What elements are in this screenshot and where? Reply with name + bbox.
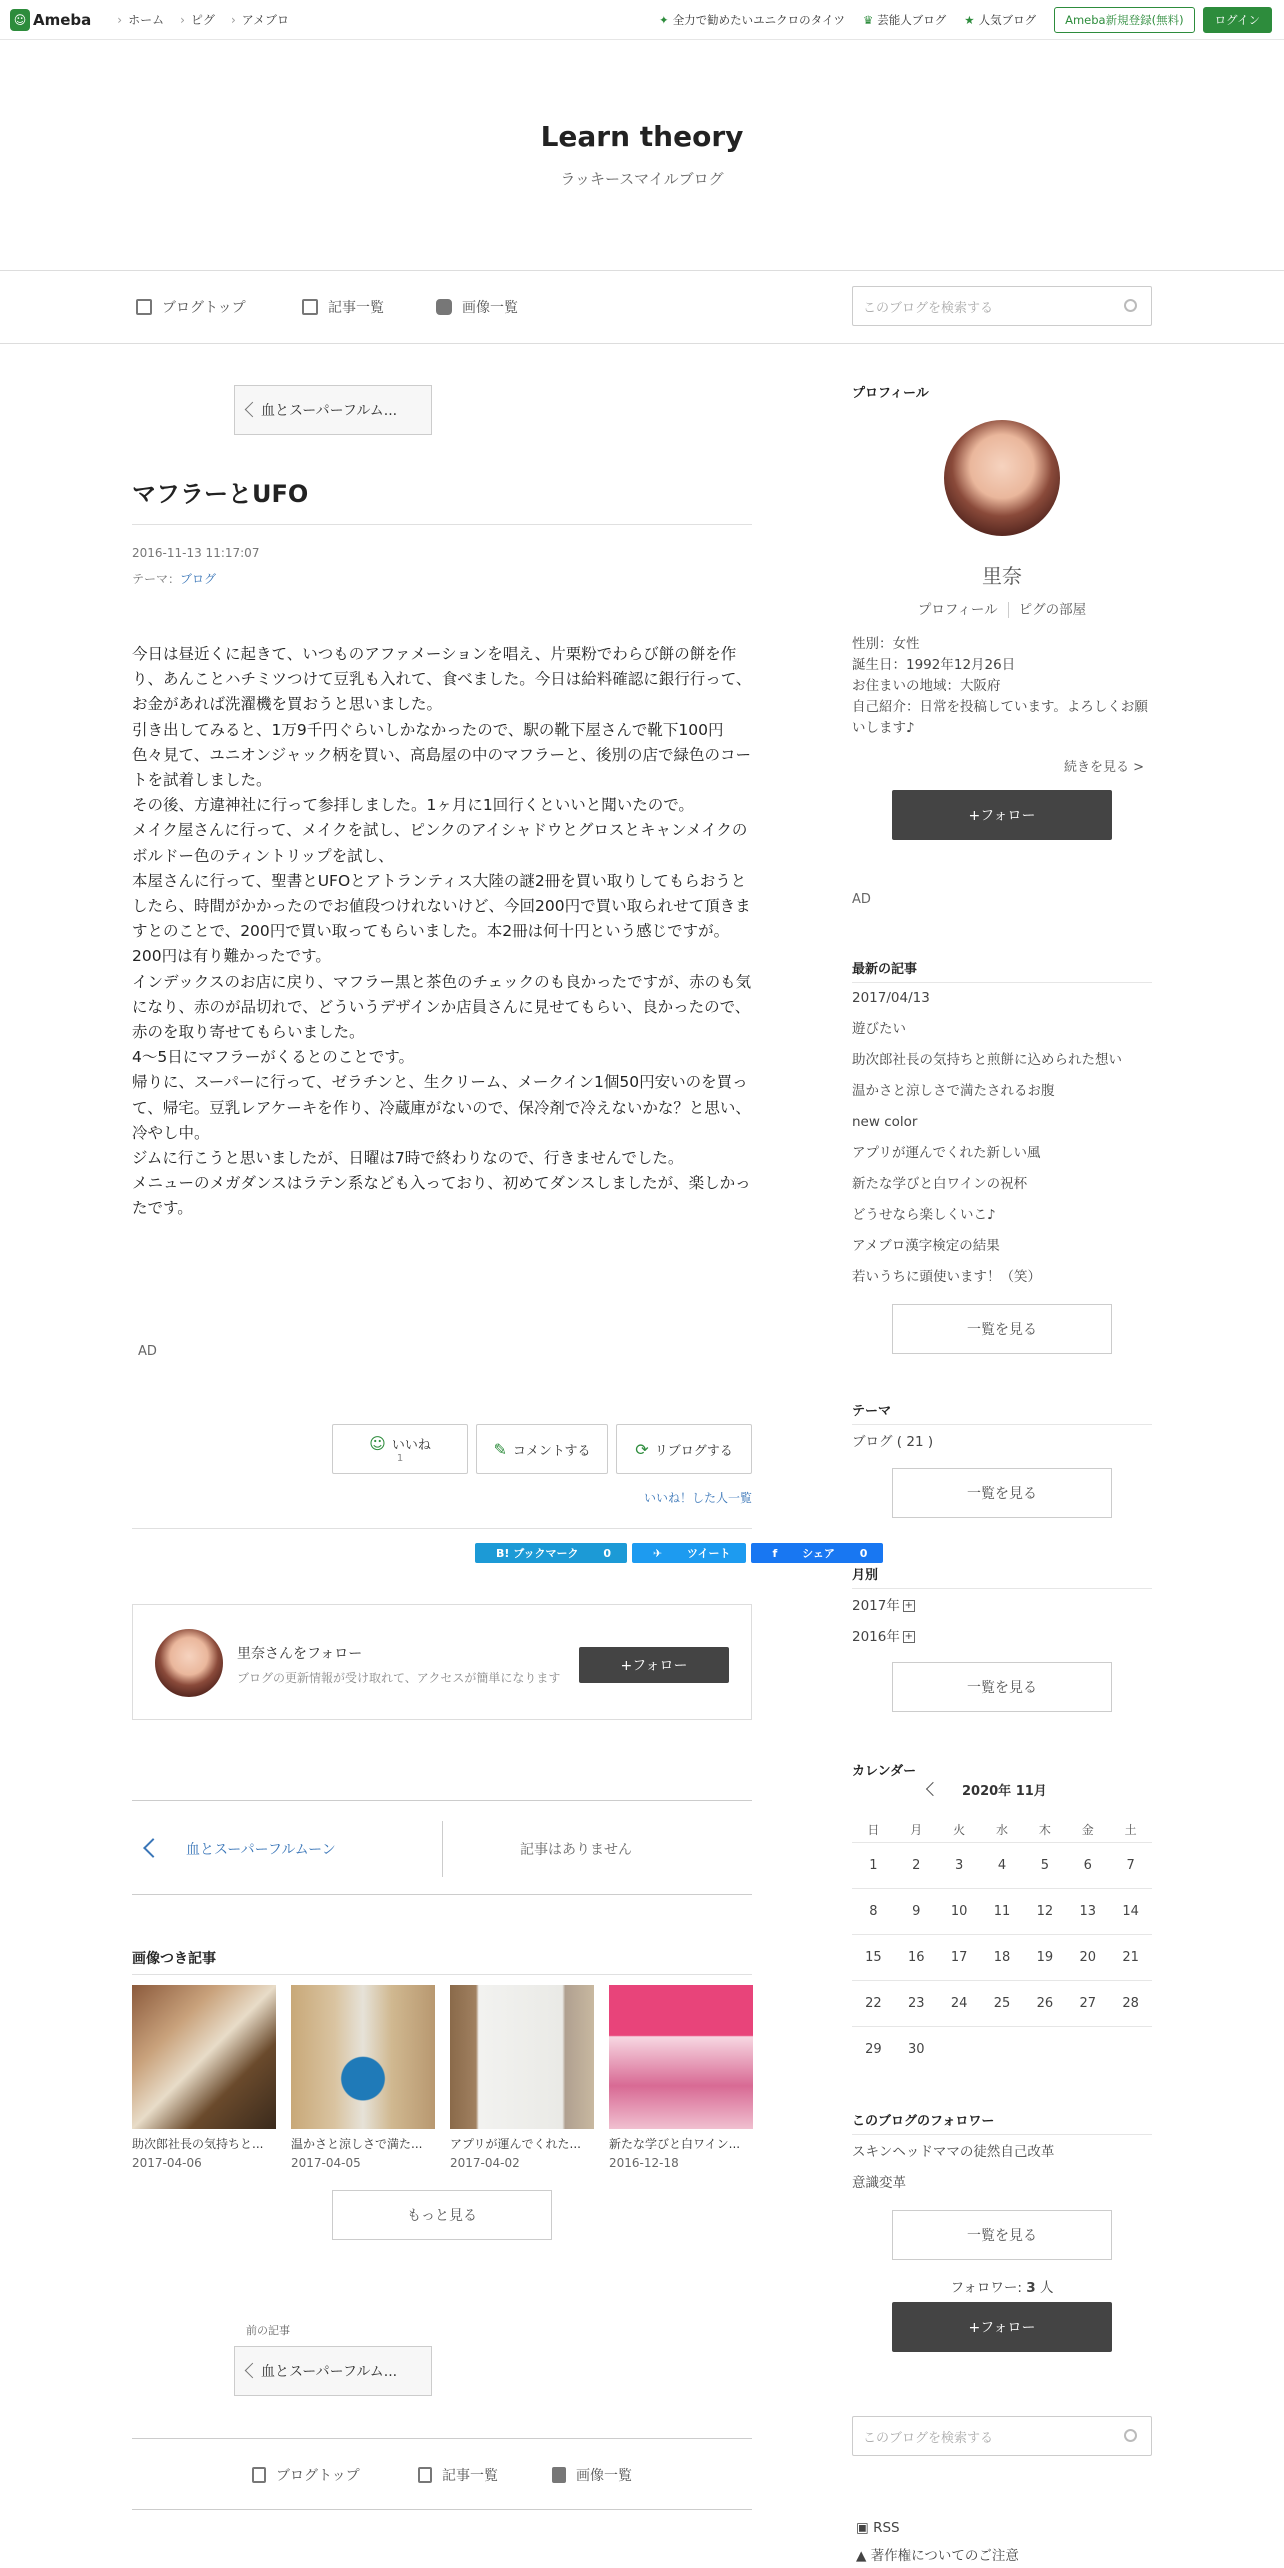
list-item[interactable]: アメブロ漢字検定の結果	[852, 1238, 1000, 1254]
ameba-logo-icon: ☺	[10, 9, 30, 31]
divider	[852, 1588, 1152, 1589]
paragraph: メニューのメガダンスはラテン系なども入っており、初めてダンスしましたが、楽しかったです。	[132, 1174, 751, 1218]
header-right	[659, 7, 1284, 33]
blog-title[interactable]: Learn theory	[540, 120, 744, 153]
calendar-week: 8 9 10 11 12 13 14	[852, 1889, 1152, 1935]
nav-article-list[interactable]: 記事一覧	[418, 2465, 498, 2485]
sparkle-icon: ✦	[659, 12, 669, 27]
divider	[442, 1821, 443, 1877]
divider	[852, 1424, 1152, 1425]
facebook-share-button[interactable]: f シェア 0	[751, 1543, 883, 1563]
list-item[interactable]: 2016年 +	[852, 1629, 914, 1645]
recent-heading: 最新の記事	[852, 962, 918, 977]
document-icon	[252, 2467, 266, 2483]
list-item[interactable]: 温かさと涼しさで満たされるお腹	[852, 1083, 1055, 1099]
search-icon[interactable]	[1124, 2429, 1137, 2442]
divider	[132, 524, 752, 525]
article-theme: テーマ：ブログ	[132, 572, 217, 586]
profile-name[interactable]: 里奈	[982, 564, 1022, 588]
month-list-button[interactable]: 一覧を見る	[892, 1662, 1112, 1712]
chevron-left-icon	[143, 1838, 163, 1858]
reblog-icon: ⟳	[635, 1439, 649, 1459]
recent-list-button[interactable]: 一覧を見る	[892, 1304, 1112, 1354]
thumbnail[interactable]	[450, 1985, 594, 2129]
nav-ameblo[interactable]: › アメブロ	[231, 11, 289, 28]
list-item[interactable]: new color	[852, 1114, 918, 1130]
thumbnail[interactable]	[132, 1985, 276, 2129]
more-images-button[interactable]: もっと見る	[332, 2190, 552, 2240]
global-nav	[101, 11, 289, 28]
theme-list	[852, 1428, 1152, 1459]
bird-icon: ✈	[652, 1547, 663, 1560]
expand-icon[interactable]: +	[904, 1600, 914, 1611]
profile-link[interactable]: プロフィール	[917, 602, 998, 618]
article-pager	[132, 1800, 752, 1895]
list-icon	[418, 2467, 432, 2483]
article-title: マフラーとUFO	[132, 480, 309, 508]
nav-blog-top[interactable]: ブログトップ	[252, 2465, 360, 2485]
search-icon[interactable]	[1124, 299, 1137, 312]
calendar-week: 15 16 17 18 19 20 21	[852, 1935, 1152, 1981]
nav-blog-top[interactable]: ブログトップ	[136, 297, 246, 317]
article-body	[132, 642, 752, 1222]
nav-image-list[interactable]: 画像一覧	[552, 2465, 632, 2485]
document-icon	[136, 299, 152, 315]
sidebar-search-input[interactable]: このブログを検索する	[852, 2416, 1152, 2456]
followers-list	[852, 2138, 1152, 2200]
likes-list-link[interactable]: いいね！した人一覧	[644, 1491, 753, 1505]
followers-heading: このブログのフォロワー	[852, 2114, 995, 2129]
rss-icon: ▣	[856, 2520, 869, 2536]
paragraph: 帰りに、スーパーに行って、ゼラチンと、生クリーム、メークイン1個50円安いのを買って、帰宅。豆乳レアケーキを作り、冷蔵庫がないので、保冷剤で冷えないかな？と思い、冷やし中。	[132, 1073, 751, 1142]
expand-icon[interactable]: +	[904, 1631, 914, 1642]
like-button[interactable]: ☺ いいね 1	[332, 1424, 468, 1474]
list-item[interactable]: ブログ ( 21 )	[852, 1434, 934, 1450]
image-articles-heading: 画像つき記事	[132, 1951, 216, 1967]
image-article[interactable]: アプリが運んでくれた... 2017-04-02	[450, 1985, 594, 2170]
divider	[852, 2134, 1152, 2135]
reblog-button[interactable]: ⟳ リブログする	[616, 1424, 752, 1474]
divider	[852, 982, 1152, 983]
follow-button[interactable]: +フォロー	[579, 1647, 729, 1683]
like-count: 1	[396, 1453, 404, 1464]
divider	[132, 1528, 752, 1529]
star-icon: ★	[964, 12, 975, 27]
rss-link[interactable]: ▣ RSS	[856, 2520, 900, 2536]
calendar-week: 29 30	[865, 2042, 925, 2057]
ameba-logo[interactable]: ☺ Ameba	[10, 9, 91, 31]
divider	[132, 1974, 752, 1975]
comment-button[interactable]: ✎ コメントする	[476, 1424, 608, 1474]
celebrity-blog-link[interactable]: ♛ 芸能人ブログ	[862, 12, 947, 27]
chevron-left-icon[interactable]	[926, 1782, 940, 1796]
profile-avatar[interactable]	[942, 418, 1062, 538]
calendar-heading: カレンダー	[852, 1764, 917, 1779]
follow-box	[132, 1604, 752, 1720]
promo-link[interactable]: ✦ 全力で勧めたいユニクロのタイツ	[659, 12, 845, 27]
calendar-title: 2020年 11月	[962, 1784, 1047, 1799]
follow-description: ブログの更新情報が受け取れて、アクセスが簡単になります	[237, 1671, 561, 1685]
month-list	[852, 1592, 1152, 1654]
paragraph: ジムに行こうと思いましたが、日曜は7時で終わりなので、行きませんでした。	[132, 1149, 684, 1168]
calendar-week: 1 2 3 4 5 6 7	[852, 1843, 1152, 1889]
sidebar-follow-button[interactable]: +フォロー	[892, 790, 1112, 840]
register-button[interactable]: Ameba新規登録(無料)	[1054, 7, 1194, 33]
warning-icon: ▲	[856, 2548, 867, 2564]
follow-title: 里奈さんをフォロー	[237, 1646, 363, 1662]
blog-subtitle: ラッキースマイルブログ	[560, 170, 724, 188]
list-item[interactable]: 若いうちに頭使います！（笑）	[852, 1269, 1041, 1285]
recent-articles	[852, 984, 1152, 1294]
camera-icon	[436, 299, 452, 315]
monthly-heading: 月別	[852, 1568, 879, 1583]
image-articles	[132, 1985, 753, 2170]
list-item[interactable]: 2017/04/13	[852, 990, 930, 1006]
nav-pig[interactable]: › ピグ	[180, 11, 215, 28]
list-item[interactable]: 意識変革	[852, 2175, 906, 2191]
list-item[interactable]: 助次郎社長の気持ちと煎餅に込められた想い	[852, 1052, 1122, 1068]
profile-more-link[interactable]: 続きを見る >	[1064, 760, 1145, 775]
paragraph: その後、方違神社に行って参拝しました。1ヶ月に1回行くといいと聞いたので。	[132, 796, 694, 815]
popular-blog-link[interactable]: ★ 人気ブログ	[964, 12, 1037, 27]
prev-article-label: 前の記事	[246, 2324, 290, 2337]
copyright-link[interactable]: ▲ 著作権についてのご注意	[856, 2548, 1019, 2564]
list-item[interactable]: どうせなら楽しくいこ♪	[852, 1207, 996, 1223]
image-article[interactable]: 助次郎社長の気持ちと... 2017-04-06	[132, 1985, 276, 2170]
comment-icon: ✎	[493, 1439, 507, 1459]
theme-list-button[interactable]: 一覧を見る	[892, 1468, 1112, 1518]
crown-icon: ♛	[862, 12, 874, 27]
sidebar-follow-button-2[interactable]: +フォロー	[892, 2302, 1112, 2352]
paragraph: 4〜5日にマフラーがくるとのことです。	[132, 1048, 414, 1067]
paragraph: メイク屋さんに行って、メイクを試し、ピンクのアイシャドウとグロスとキャンメイクのボルドー色のティントリップを試し、	[132, 821, 748, 865]
calendar-weekdays: 日 月 火 水 木 金 土	[852, 1818, 1152, 1843]
profile-info: 性別：女性 誕生日：1992年12月26日 お住まいの地域：大阪府 自己紹介：日常を投稿しています。よろしくお願いします♪	[852, 636, 1148, 736]
list-item[interactable]: 2017年 +	[852, 1598, 914, 1614]
nav-image-list[interactable]: 画像一覧	[436, 297, 518, 317]
thumbnail[interactable]	[291, 1985, 435, 2129]
share-buttons	[470, 1543, 883, 1563]
blog-search-input[interactable]: このブログを検索する	[852, 286, 1152, 326]
facebook-icon: f	[772, 1547, 778, 1560]
image-article[interactable]: 新たな学びと白ワイン... 2016-12-18	[609, 1985, 753, 2170]
nav-article-list[interactable]: 記事一覧	[302, 297, 384, 317]
pig-room-link[interactable]: ピグの部屋	[1008, 602, 1097, 618]
list-item[interactable]: アプリが運んでくれた新しい風	[852, 1145, 1041, 1161]
ad-label: AD	[138, 1344, 157, 1359]
theme-heading: テーマ	[852, 1404, 892, 1419]
profile-heading: プロフィール	[852, 386, 929, 401]
thumbnail[interactable]	[609, 1985, 753, 2129]
paragraph: 今日は昼近くに起きて、いつものアファメーションを唱え、片栗粉でわらび餅の餅を作り、あんことハチミツつけて豆乳も入れて、食べました。今日は給料確認に銀行行って、お金があれば洗濯機を買おうと思いました。	[132, 645, 752, 714]
paragraph: インデックスのお店に戻り、マフラー黒と茶色のチェックのも良かったですが、赤のも気になり、赤のが品切れで、どういうデザインか店員さんに見せてもらい、良かったので、赤のを取り寄せてもらいました。	[132, 972, 752, 1042]
list-item[interactable]: スキンヘッドママの徒然自己改革	[852, 2144, 1055, 2160]
profile-links	[852, 598, 1152, 618]
article-date: 2016-11-13 11:17:07	[132, 546, 260, 560]
tweet-button[interactable]: ✈ ツイート	[632, 1543, 747, 1563]
image-article[interactable]: 温かさと涼しさで満た... 2017-04-05	[291, 1985, 435, 2170]
camera-icon	[552, 2467, 566, 2483]
list-item[interactable]: 遊びたい	[852, 1021, 906, 1037]
paragraph: 引き出してみると、1万9千円ぐらいしかなかったので、駅の靴下屋さんで靴下100円色々見て、ユニオンジャック柄を買い、高島屋の中のマフラーと、後別の店で緑色のコートを試着しました。	[132, 720, 751, 790]
login-button[interactable]: ログイン	[1203, 7, 1272, 33]
global-header	[0, 0, 1284, 40]
sidebar-ad-label: AD	[852, 892, 871, 907]
list-item[interactable]: 新たな学びと白ワインの祝杯	[852, 1176, 1028, 1192]
smile-icon: ☺	[369, 1434, 386, 1453]
bottom-blog-nav	[132, 2438, 752, 2510]
paragraph: 本屋さんに行って、聖書とUFOとアトランティス大陸の謎2冊を買い取りしてもらおうとしたら、時間がかかったのでお値段つけれないけど、今回200円で買い取られせて頂きますとのことで、200円で買い取ってもらいました。本2冊は何十円という感じですが。200円は有り難かったです。	[132, 871, 751, 966]
calendar	[852, 1818, 1152, 2072]
calendar-week: 22 23 24 25 26 27 28	[852, 1981, 1152, 2027]
avatar[interactable]	[153, 1627, 225, 1699]
theme-link[interactable]: ブログ	[180, 572, 217, 586]
prev-article-button[interactable]: 血とスーパーフルム...	[234, 385, 432, 435]
next-article-empty: 記事はありません	[520, 1842, 632, 1858]
followers-list-button[interactable]: 一覧を見る	[892, 2210, 1112, 2260]
list-icon	[302, 299, 318, 315]
prev-article-link[interactable]: 血とスーパーフルムーン	[186, 1842, 336, 1858]
follower-count: フォロワー: 3 人	[950, 2280, 1054, 2296]
article-actions	[332, 1424, 752, 1474]
bottom-prev-article-button[interactable]: 血とスーパーフルム...	[234, 2346, 432, 2396]
hatena-bookmark-button[interactable]: B! ブックマーク 0	[475, 1543, 627, 1563]
nav-home[interactable]: › ホーム	[117, 11, 164, 28]
